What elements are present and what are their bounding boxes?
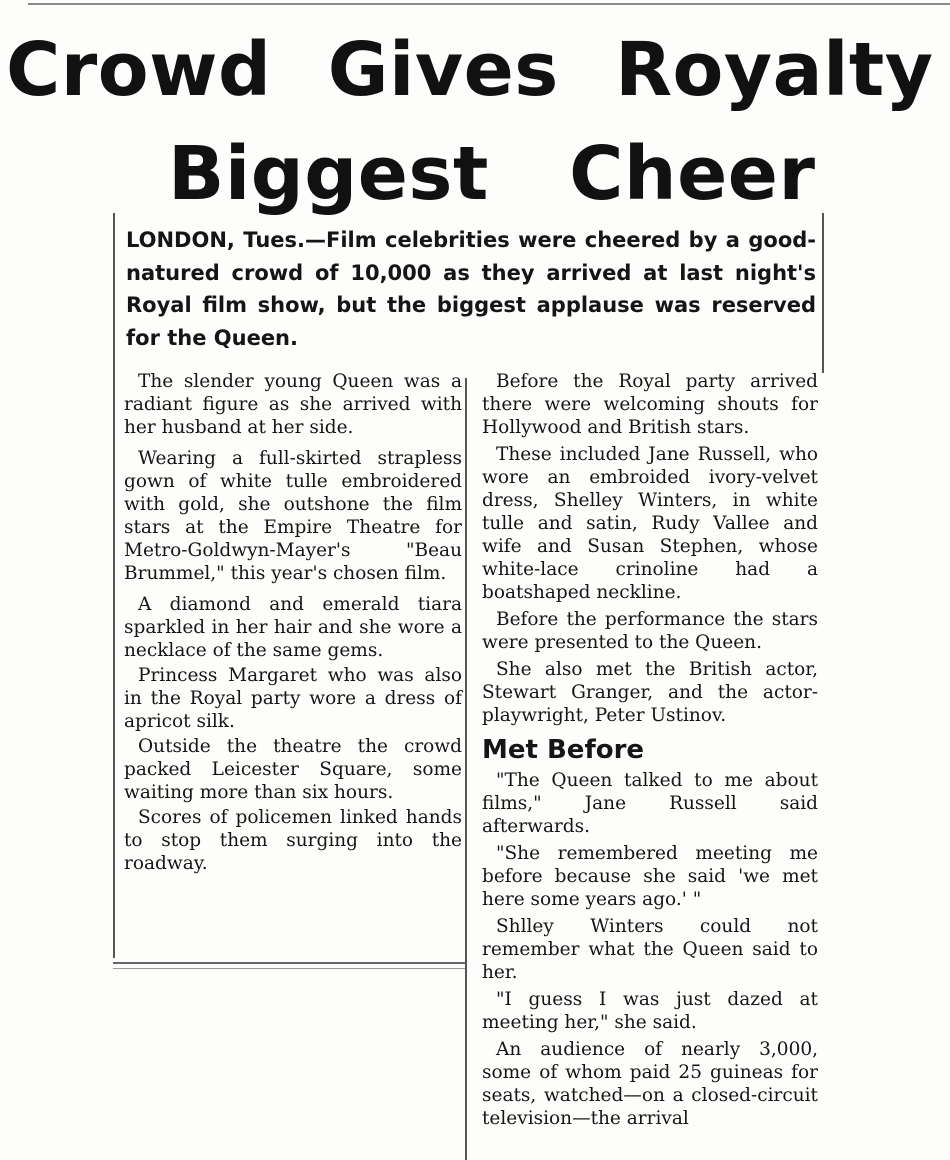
paragraph: Shlley Winters could not remember what the Queen said to her. xyxy=(482,916,818,983)
paragraph: "I guess I was just dazed at meeting her," she said. xyxy=(482,989,818,1033)
paragraph: An audience of nearly 3,000, some of whom paid 25 guineas for seats, watched—on a closed-circuit television—the arrival xyxy=(482,1039,818,1129)
paragraph: Princess Margaret who was also in the Royal party wore a dress of apricot silk. xyxy=(124,665,462,732)
paragraph: A diamond and emerald tiara sparkled in her hair and she wore a necklace of the same gems. xyxy=(124,594,462,661)
headline xyxy=(0,18,950,226)
column-rule-right xyxy=(822,213,824,373)
paragraph: She also met the British actor, Stewart Granger, and the actor-playwright, Peter Ustinov. xyxy=(482,659,818,726)
paragraph: The slender young Queen was a radiant figure as she arrived with her husband at her side. xyxy=(124,371,462,438)
headline-line-1: Crowd Gives Royalty xyxy=(6,27,934,113)
lead-paragraph: LONDON, Tues.—Film celebrities were cheered by a good-natured crowd of 10,000 as they arrived at last night's Royal film show, but the biggest applause was reserved for the Queen. xyxy=(126,228,816,350)
top-rule xyxy=(28,3,950,5)
paragraph: Outside the theatre the crowd packed Leicester Square, some waiting more than six hours. xyxy=(124,736,462,803)
paragraph: These included Jane Russell, who wore an embroided ivory-velvet dress, Shelley Winters, in white tulle and satin, Rudy Vallee and wife and Susan Stephen, whose white-lace crinoline had a boatshaped neckline. xyxy=(482,444,818,603)
column-rule-left xyxy=(113,213,115,958)
paragraph: Scores of policemen linked hands to stop them surging into the roadway. xyxy=(124,807,462,874)
left-column xyxy=(124,370,462,877)
headline-line-2: Biggest Cheer xyxy=(168,131,816,217)
end-of-column-rule xyxy=(113,962,465,969)
paragraph: "She remembered meeting me before because she said 'we met here some years ago.' " xyxy=(482,843,818,910)
subheading: Met Before xyxy=(482,735,645,765)
column-rule-middle xyxy=(465,378,467,1160)
paragraph: Before the Royal party arrived there were welcoming shouts for Hollywood and British stars. xyxy=(482,371,818,438)
paragraph: "The Queen talked to me about films," Jane Russell said afterwards. xyxy=(482,770,818,837)
paragraph: Wearing a full-skirted strapless gown of white tulle embroidered with gold, she outshone the film stars at the Empire Theatre for Metro-Goldwyn-Mayer's "Beau Brummel," this year's chosen film. xyxy=(124,448,462,584)
paragraph: Before the performance the stars were presented to the Queen. xyxy=(482,609,818,653)
right-column xyxy=(482,370,818,1134)
